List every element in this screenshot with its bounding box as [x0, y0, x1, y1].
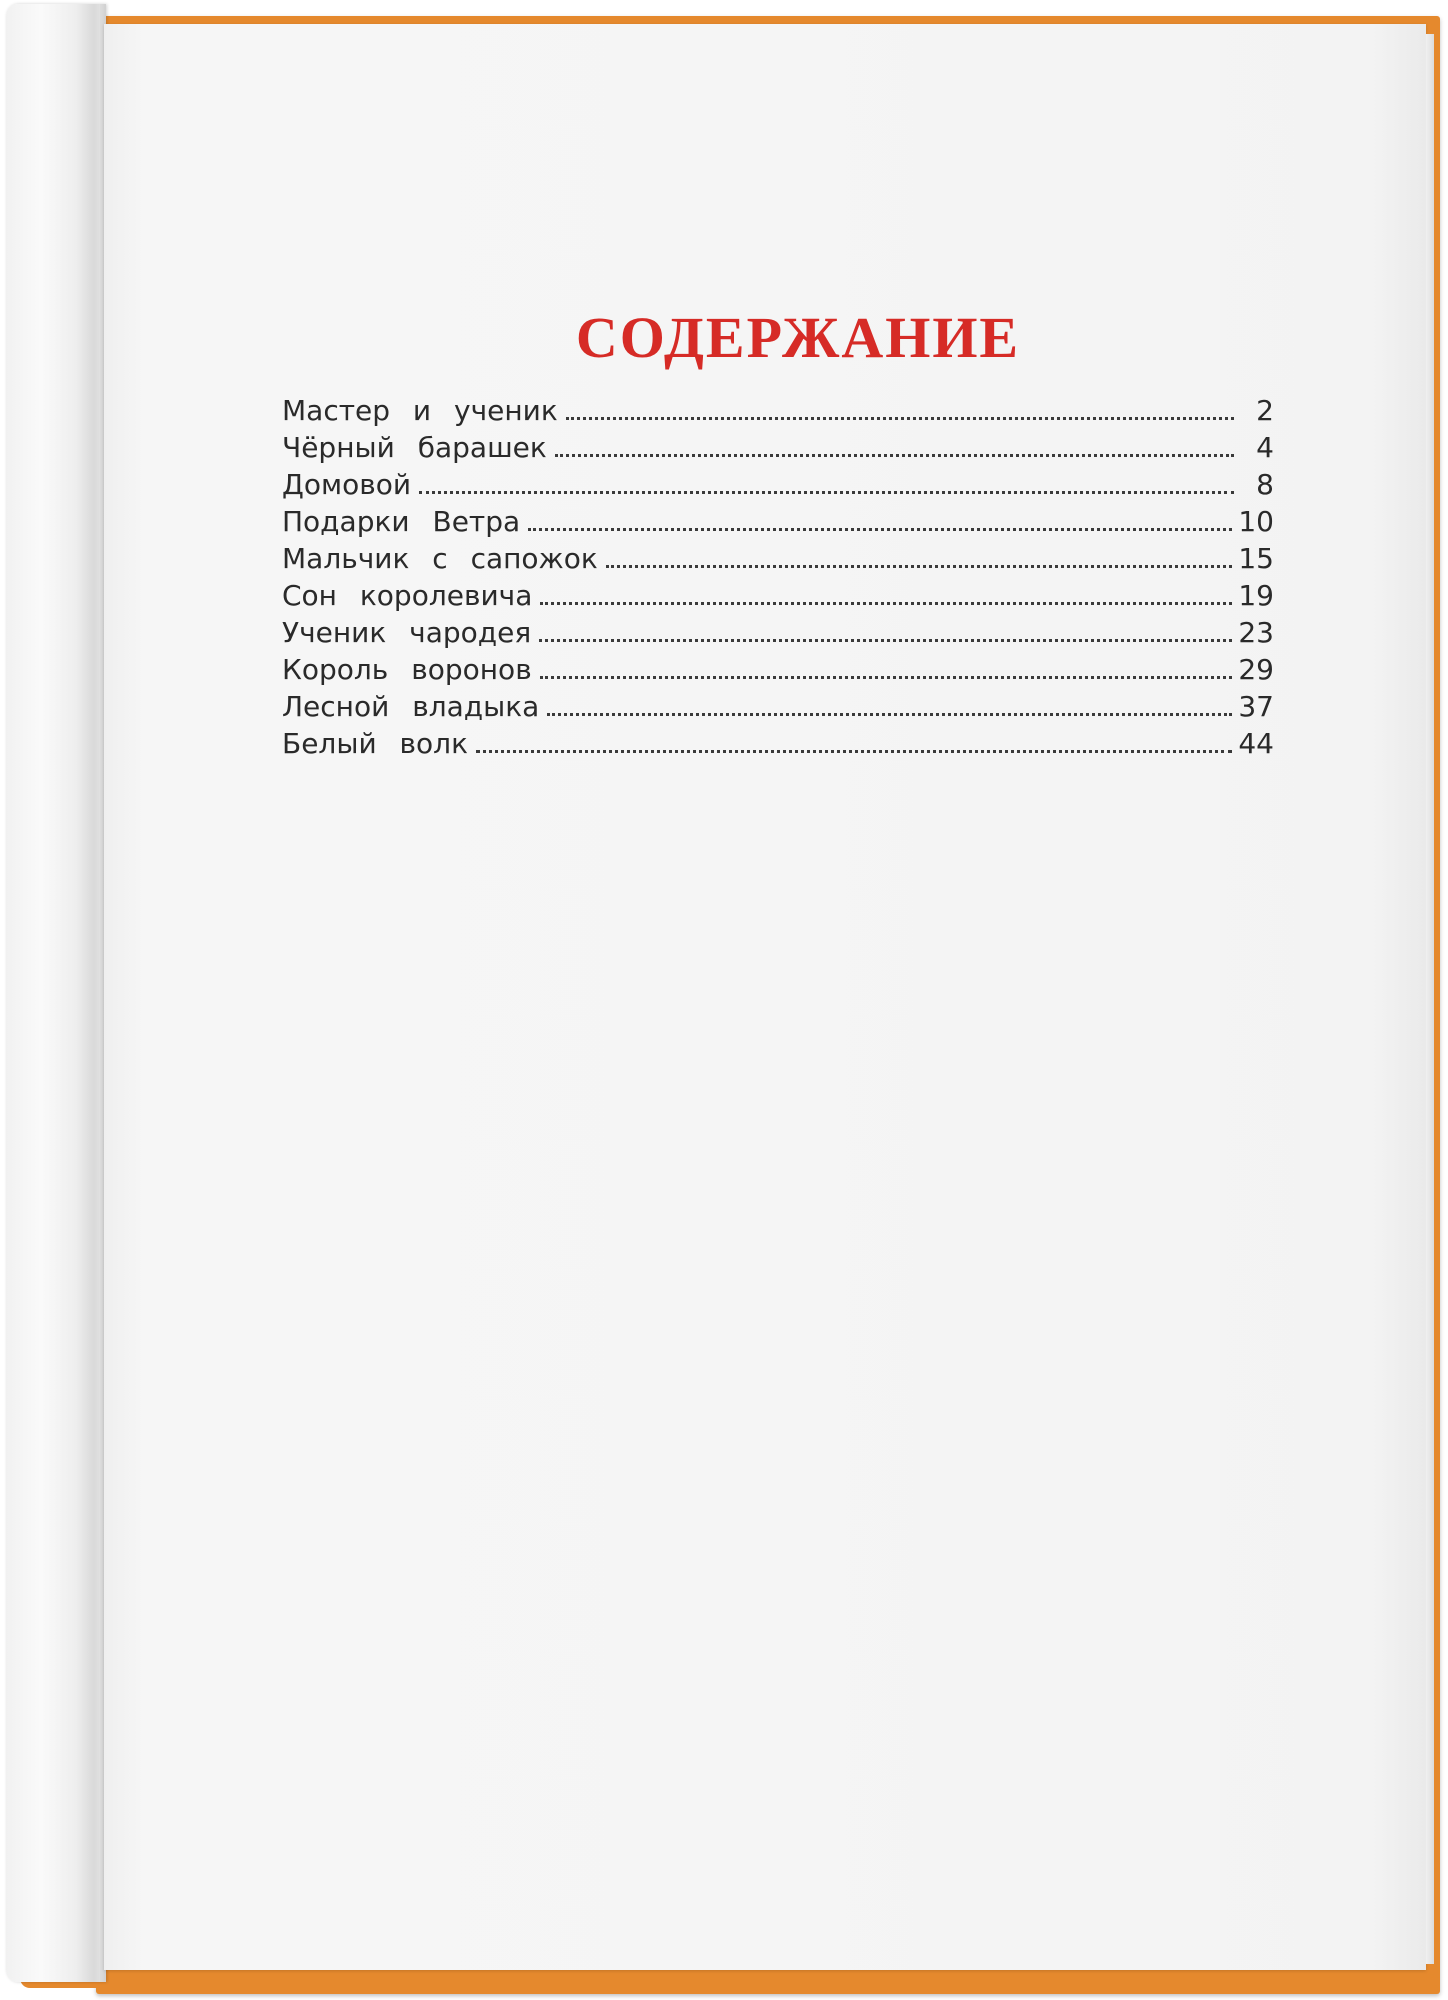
- toc-entry-page: 44: [1238, 727, 1274, 760]
- toc-entry-title: Сон королевича: [282, 579, 533, 612]
- toc-entry-title: Ученик чародея: [282, 616, 532, 649]
- toc-entry-page: 8: [1256, 468, 1274, 501]
- table-of-contents: [282, 304, 1274, 762]
- toc-entry: [282, 466, 1274, 503]
- toc-entry-title: Король воронов: [282, 653, 532, 686]
- toc-entry-page: 19: [1238, 579, 1274, 612]
- toc-entry-page: 10: [1238, 505, 1274, 538]
- toc-entry-title: Домовой: [282, 468, 412, 501]
- dot-leader: [606, 564, 1233, 568]
- dot-leader: [540, 601, 1232, 605]
- page-edge: [1426, 34, 1434, 1964]
- toc-entry: [282, 540, 1274, 577]
- toc-entry-page: 4: [1256, 431, 1274, 464]
- toc-entry-title: Лесной владыка: [282, 690, 540, 723]
- toc-entry-title: Подарки Ветра: [282, 505, 521, 538]
- toc-entry-page: 2: [1256, 394, 1274, 427]
- toc-entry: [282, 503, 1274, 540]
- toc-entry-page: 29: [1238, 653, 1274, 686]
- toc-entry: [282, 429, 1274, 466]
- dot-leader: [419, 490, 1234, 494]
- dot-leader: [528, 527, 1232, 531]
- toc-entry: [282, 688, 1274, 725]
- dot-leader: [540, 675, 1233, 679]
- toc-entry-page: 15: [1238, 542, 1274, 575]
- dot-leader: [555, 453, 1234, 457]
- toc-entry: [282, 392, 1274, 429]
- dot-leader: [476, 749, 1232, 753]
- toc-entry: [282, 614, 1274, 651]
- dot-leader: [539, 638, 1232, 642]
- toc-entry-title: Чёрный барашек: [282, 431, 547, 464]
- toc-entry-title: Мальчик с сапожок: [282, 542, 598, 575]
- toc-entry-title: Белый волк: [282, 727, 468, 760]
- toc-list: [282, 392, 1274, 762]
- toc-entry-title: Мастер и ученик: [282, 394, 558, 427]
- toc-entry: [282, 725, 1274, 762]
- toc-entry-page: 23: [1238, 616, 1274, 649]
- page-curl-left: [6, 4, 106, 1982]
- dot-leader: [566, 416, 1234, 420]
- toc-entry: [282, 651, 1274, 688]
- toc-title: СОДЕРЖАНИЕ: [575, 305, 1021, 370]
- toc-entry-page: 37: [1238, 690, 1274, 723]
- dot-leader: [547, 712, 1232, 716]
- book-page: [104, 24, 1426, 1970]
- toc-entry: [282, 577, 1274, 614]
